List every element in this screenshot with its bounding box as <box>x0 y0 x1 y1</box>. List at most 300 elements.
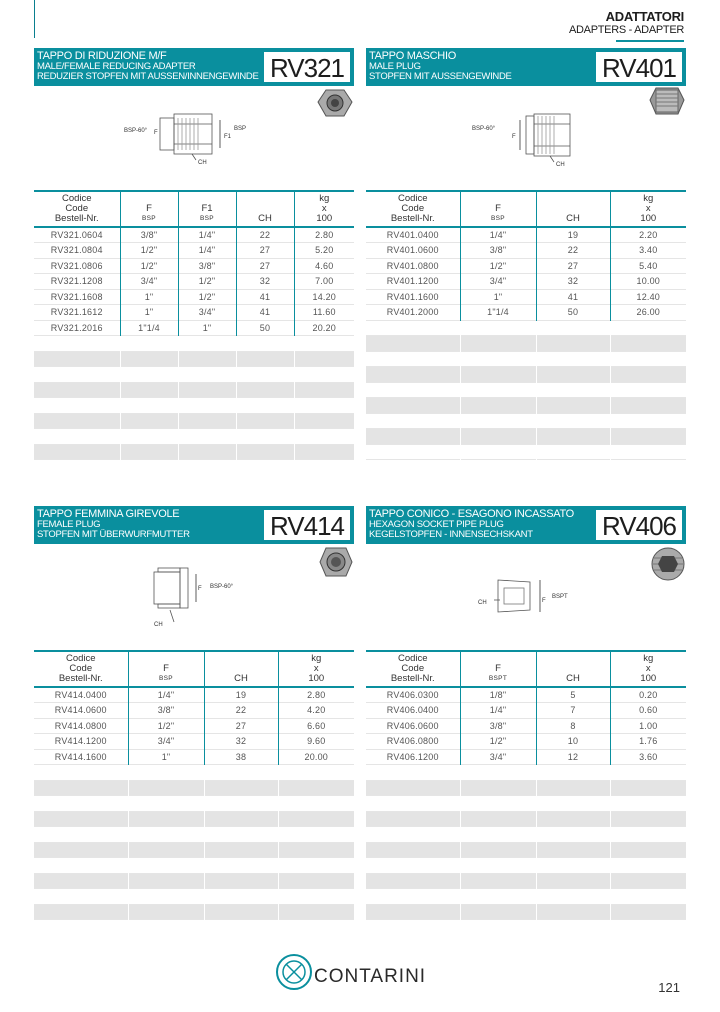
table-row <box>34 703 354 719</box>
table-cell-empty <box>128 873 204 889</box>
table-row <box>34 258 354 274</box>
table-cell-empty <box>366 765 460 781</box>
table-cell-empty <box>34 796 128 812</box>
col-header-f1: F1 BSP <box>178 191 236 227</box>
table-cell-empty <box>120 367 178 383</box>
table-cell: 22 <box>536 243 610 259</box>
table-cell: RV401.0400 <box>386 230 439 240</box>
table-row-empty <box>34 796 354 812</box>
table-cell-empty <box>178 398 236 414</box>
table-cell: 20.20 <box>294 320 354 336</box>
table-cell-empty <box>610 842 686 858</box>
table-row-empty <box>34 858 354 874</box>
table-row-empty <box>34 382 354 398</box>
table-cell: 12.40 <box>610 289 686 305</box>
banner-line-en: HEXAGON SOCKET PIPE PLUG <box>369 519 504 530</box>
table-cell-empty <box>278 780 354 796</box>
table-cell: 1/2" <box>178 289 236 305</box>
product-code: RV406 <box>595 509 683 541</box>
table-cell-empty <box>536 780 610 796</box>
table-cell: 3/4" <box>178 305 236 321</box>
table-cell: 2.80 <box>278 687 354 703</box>
table-cell-empty <box>278 765 354 781</box>
table-cell-empty <box>460 382 536 398</box>
table-cell-empty <box>536 811 610 827</box>
table-cell-empty <box>120 351 178 367</box>
brand-logo <box>272 952 452 998</box>
top-left-rule <box>34 0 35 38</box>
table-row <box>34 687 354 703</box>
tbody-rv321 <box>34 227 354 460</box>
table-cell-empty <box>278 873 354 889</box>
table-cell-empty <box>536 765 610 781</box>
banner-line-en: FEMALE PLUG <box>37 519 101 530</box>
table-cell-empty <box>536 827 610 843</box>
table-cell-empty <box>128 842 204 858</box>
table-cell: 3.40 <box>610 243 686 259</box>
table-cell-empty <box>278 811 354 827</box>
tbody-rv401 <box>366 227 686 460</box>
table-cell-empty <box>120 444 178 460</box>
table-row-empty <box>34 827 354 843</box>
product-photo-rv401 <box>648 84 686 124</box>
table-cell-empty <box>460 336 536 352</box>
panel-rv401 <box>366 48 686 478</box>
table-cell: RV321.1608 <box>50 291 103 302</box>
table-cell-empty <box>610 382 686 398</box>
table-cell-empty <box>460 413 536 429</box>
table-cell-empty <box>34 858 128 874</box>
table-row-empty <box>366 842 686 858</box>
table-cell: RV401.1200 <box>386 276 439 287</box>
table-cell-empty <box>34 382 120 398</box>
table-cell-empty <box>128 765 204 781</box>
table-cell: 1/4" <box>128 687 204 703</box>
table-cell-empty <box>536 796 610 812</box>
table-row-empty <box>366 904 686 920</box>
table-cell: RV406.1200 <box>386 751 439 762</box>
table-cell-empty <box>366 827 460 843</box>
col-header-kg: kg x 100 <box>610 651 686 687</box>
col-header-f: F BSP <box>120 191 178 227</box>
banner-line-de: STOPFEN MIT ÜBERWURFMUTTER <box>37 529 190 540</box>
product-photo-rv414 <box>318 546 354 584</box>
label-bsp60: BSP-60° <box>210 584 234 590</box>
table-row <box>366 749 686 765</box>
col-header-code: Codice Code Bestell-Nr. <box>58 653 103 684</box>
table-row-empty <box>366 765 686 781</box>
table-cell-empty <box>34 765 128 781</box>
col-header-ch: CH <box>236 191 294 227</box>
table-cell-empty <box>34 398 120 414</box>
table-cell-empty <box>178 336 236 352</box>
table-row <box>366 305 686 321</box>
table-cell-empty <box>610 413 686 429</box>
table-row-empty <box>34 413 354 429</box>
table-cell-empty <box>34 873 128 889</box>
table-cell-empty <box>294 444 354 460</box>
table-cell-empty <box>460 827 536 843</box>
label-f: F <box>198 586 202 592</box>
table-cell-empty <box>366 858 460 874</box>
table-cell-empty <box>460 444 536 460</box>
table-cell-empty <box>204 780 278 796</box>
table-cell: 1/2" <box>120 258 178 274</box>
table-cell-empty <box>366 904 460 920</box>
table-cell-empty <box>460 320 536 336</box>
banner-line-it: TAPPO MASCHIO <box>369 50 456 62</box>
banner-rv401 <box>366 48 686 86</box>
table-cell-empty <box>204 904 278 920</box>
table-cell-empty <box>610 780 686 796</box>
table-cell-empty <box>366 320 460 336</box>
table-cell-empty <box>536 444 610 460</box>
table-cell-empty <box>34 444 120 460</box>
table-cell: 20.00 <box>278 749 354 765</box>
table-cell: 1"1/4 <box>460 305 536 321</box>
table-cell-empty <box>278 889 354 905</box>
table-cell: RV321.1208 <box>50 276 103 287</box>
table-row <box>34 289 354 305</box>
table-cell-empty <box>236 367 294 383</box>
table-cell-empty <box>34 842 128 858</box>
table-cell: 1/4" <box>178 227 236 243</box>
table-cell: 3/8" <box>460 243 536 259</box>
page-header <box>569 10 684 36</box>
col-header-ch: CH <box>536 191 610 227</box>
table-cell-empty <box>610 429 686 445</box>
table-cell-empty <box>120 413 178 429</box>
table-cell-empty <box>294 351 354 367</box>
table-cell-empty <box>128 858 204 874</box>
col-header-kg: kg x 100 <box>294 191 354 227</box>
banner-rv414 <box>34 506 354 544</box>
table-cell-empty <box>278 827 354 843</box>
table-cell: 7 <box>536 703 610 719</box>
table-cell: 27 <box>536 258 610 274</box>
table-cell-empty <box>236 413 294 429</box>
table-cell-empty <box>460 765 536 781</box>
banner-rv406 <box>366 506 686 544</box>
table-cell-empty <box>128 811 204 827</box>
table-cell-empty <box>34 429 120 445</box>
table-cell-empty <box>610 367 686 383</box>
table-cell-empty <box>536 858 610 874</box>
label-f: F <box>512 134 516 140</box>
table-cell-empty <box>178 351 236 367</box>
table-cell-empty <box>128 780 204 796</box>
table-row <box>34 734 354 750</box>
label-bsp60: BSP-60° <box>124 128 148 134</box>
table-cell: 0.20 <box>610 687 686 703</box>
table-cell: 19 <box>204 687 278 703</box>
table-row-empty <box>34 429 354 445</box>
table-row <box>366 687 686 703</box>
banner-line-de: REDUZIER STOPFEN MIT AUSSEN/INNENGEWINDE <box>37 71 259 82</box>
banner-line-en: MALE PLUG <box>369 61 421 72</box>
table-row <box>34 320 354 336</box>
table-row-empty <box>366 336 686 352</box>
table-cell-empty <box>204 889 278 905</box>
table-row <box>366 227 686 243</box>
table-cell-empty <box>128 796 204 812</box>
table-cell: 1/4" <box>460 227 536 243</box>
tbody-rv406 <box>366 687 686 920</box>
table-row-empty <box>366 889 686 905</box>
col-header-f: F BSPT <box>460 651 536 687</box>
table-cell-empty <box>128 889 204 905</box>
label-bspt: BSPT <box>552 594 568 600</box>
banner-line-de: STOPFEN MIT AUSSENGEWINDE <box>369 71 512 82</box>
table-cell-empty <box>536 398 610 414</box>
table-cell-empty <box>128 827 204 843</box>
table-cell-empty <box>366 811 460 827</box>
table-cell: 1/2" <box>460 258 536 274</box>
table-cell: 1.00 <box>610 718 686 734</box>
table-rv401 <box>366 190 686 460</box>
technical-drawing-rv321 <box>124 110 274 170</box>
label-bsp: BSP <box>234 126 247 132</box>
table-row <box>366 734 686 750</box>
panel-rv321 <box>34 48 354 478</box>
table-cell: 6.60 <box>278 718 354 734</box>
table-row <box>34 718 354 734</box>
tbody-rv414 <box>34 687 354 920</box>
table-cell: RV321.0804 <box>50 245 103 256</box>
table-row-empty <box>34 398 354 414</box>
table-cell: 1/2" <box>460 734 536 750</box>
table-cell-empty <box>178 413 236 429</box>
table-cell: 3/4" <box>120 274 178 290</box>
table-cell-empty <box>366 336 460 352</box>
table-cell-empty <box>536 904 610 920</box>
table-cell-empty <box>204 827 278 843</box>
label-f: F <box>542 598 546 604</box>
table-cell: 19 <box>536 227 610 243</box>
table-cell-empty <box>366 413 460 429</box>
col-header-code: Codice Code Bestell-Nr. <box>390 193 435 224</box>
table-cell: 0.60 <box>610 703 686 719</box>
table-row-empty <box>34 811 354 827</box>
technical-drawing-rv414 <box>144 566 274 630</box>
table-cell-empty <box>460 889 536 905</box>
table-cell: 38 <box>204 749 278 765</box>
table-row <box>366 274 686 290</box>
table-cell-empty <box>34 904 128 920</box>
banner-line-it: TAPPO CONICO - ESAGONO INCASSATO <box>369 508 574 520</box>
table-rv406 <box>366 650 686 920</box>
table-cell-empty <box>366 429 460 445</box>
table-cell-empty <box>610 811 686 827</box>
table-cell-empty <box>294 336 354 352</box>
table-cell: RV406.0600 <box>386 720 439 731</box>
table-cell-empty <box>610 444 686 460</box>
table-cell: 2.80 <box>294 227 354 243</box>
table-row-empty <box>34 351 354 367</box>
table-cell-empty <box>278 858 354 874</box>
table-cell: 3/8" <box>460 718 536 734</box>
table-row-empty <box>366 796 686 812</box>
table-cell-empty <box>294 398 354 414</box>
table-cell: 41 <box>536 289 610 305</box>
table-cell-empty <box>536 351 610 367</box>
table-cell: 32 <box>236 274 294 290</box>
table-cell-empty <box>294 413 354 429</box>
label-ch: CH <box>154 622 163 628</box>
table-cell: 1" <box>120 289 178 305</box>
table-cell-empty <box>610 765 686 781</box>
table-cell: RV401.0600 <box>386 245 439 256</box>
table-row <box>34 305 354 321</box>
table-cell-empty <box>460 858 536 874</box>
table-cell-empty <box>366 780 460 796</box>
table-cell: 26.00 <box>610 305 686 321</box>
table-cell: RV406.0800 <box>386 736 439 747</box>
table-row-empty <box>366 367 686 383</box>
table-cell: 3/8" <box>120 227 178 243</box>
table-cell-empty <box>610 398 686 414</box>
table-row-empty <box>34 889 354 905</box>
table-cell-empty <box>120 429 178 445</box>
table-cell: RV321.0604 <box>50 230 103 240</box>
table-row-empty <box>34 444 354 460</box>
table-row-empty <box>366 873 686 889</box>
table-cell-empty <box>536 889 610 905</box>
table-cell-empty <box>278 796 354 812</box>
table-cell: RV406.0300 <box>386 690 439 700</box>
table-row <box>366 258 686 274</box>
table-cell-empty <box>366 873 460 889</box>
table-cell: 2.20 <box>610 227 686 243</box>
table-cell-empty <box>236 398 294 414</box>
col-header-f: F BSP <box>128 651 204 687</box>
table-row-empty <box>366 382 686 398</box>
table-cell-empty <box>536 842 610 858</box>
table-row-empty <box>34 765 354 781</box>
technical-drawing-rv401 <box>466 110 606 170</box>
table-cell-empty <box>536 320 610 336</box>
table-cell-empty <box>178 382 236 398</box>
table-cell-empty <box>34 780 128 796</box>
table-cell-empty <box>610 904 686 920</box>
table-cell: 1/2" <box>128 718 204 734</box>
table-cell: 3/4" <box>460 749 536 765</box>
table-cell-empty <box>536 367 610 383</box>
table-cell: RV406.0400 <box>386 705 439 716</box>
table-cell: RV401.2000 <box>386 307 439 318</box>
table-cell-empty <box>460 351 536 367</box>
table-cell-empty <box>460 904 536 920</box>
table-cell-empty <box>536 873 610 889</box>
table-cell-empty <box>366 889 460 905</box>
table-cell: 3/4" <box>460 274 536 290</box>
table-cell: 1" <box>178 320 236 336</box>
col-header-kg: kg x 100 <box>278 651 354 687</box>
table-cell: RV414.1200 <box>54 736 107 747</box>
table-rv414 <box>34 650 354 920</box>
table-cell: 5.40 <box>610 258 686 274</box>
label-bsp60: BSP-60° <box>472 126 496 132</box>
brand-name: CONTARINI <box>314 966 427 987</box>
table-cell-empty <box>34 827 128 843</box>
table-cell-empty <box>34 336 120 352</box>
table-cell-empty <box>278 904 354 920</box>
table-cell-empty <box>460 811 536 827</box>
table-row-empty <box>366 320 686 336</box>
table-cell-empty <box>366 382 460 398</box>
banner-line-en: MALE/FEMALE REDUCING ADAPTER <box>37 61 196 72</box>
col-header-code: Codice Code Bestell-Nr. <box>54 193 99 224</box>
table-cell: 11.60 <box>294 305 354 321</box>
table-cell: RV414.0600 <box>54 705 107 716</box>
label-f: F <box>154 130 158 136</box>
table-cell-empty <box>460 842 536 858</box>
table-cell: 50 <box>536 305 610 321</box>
table-cell-empty <box>178 444 236 460</box>
table-cell-empty <box>610 796 686 812</box>
table-cell: RV414.1600 <box>54 751 107 762</box>
product-photo-rv321 <box>314 88 354 122</box>
table-row <box>366 243 686 259</box>
table-row-empty <box>366 413 686 429</box>
table-cell-empty <box>610 889 686 905</box>
col-header-ch: CH <box>204 651 278 687</box>
table-cell-empty <box>610 320 686 336</box>
table-cell-empty <box>34 811 128 827</box>
table-cell-empty <box>236 444 294 460</box>
table-cell-empty <box>536 429 610 445</box>
table-cell: 22 <box>204 703 278 719</box>
product-code: RV401 <box>595 51 683 83</box>
table-cell-empty <box>366 444 460 460</box>
table-row <box>34 243 354 259</box>
panel-rv406 <box>366 506 686 936</box>
table-cell: 9.60 <box>278 734 354 750</box>
table-cell-empty <box>366 842 460 858</box>
table-cell: 10 <box>536 734 610 750</box>
table-cell: 3/8" <box>178 258 236 274</box>
col-header-code: Codice Code Bestell-Nr. <box>390 653 435 684</box>
table-cell-empty <box>236 429 294 445</box>
table-row-empty <box>34 873 354 889</box>
table-row-empty <box>34 780 354 796</box>
table-cell: RV401.1600 <box>386 291 439 302</box>
table-cell: 10.00 <box>610 274 686 290</box>
table-cell: 32 <box>204 734 278 750</box>
table-cell: RV414.0400 <box>54 690 107 700</box>
table-cell-empty <box>120 336 178 352</box>
table-cell: 5.20 <box>294 243 354 259</box>
table-cell: 3/4" <box>128 734 204 750</box>
table-cell: RV321.2016 <box>50 322 103 333</box>
table-cell-empty <box>294 367 354 383</box>
table-row <box>366 289 686 305</box>
table-cell-empty <box>128 904 204 920</box>
banner-line-it: TAPPO DI RIDUZIONE M/F <box>37 50 167 62</box>
table-cell-empty <box>204 796 278 812</box>
table-cell-empty <box>34 889 128 905</box>
table-row-empty <box>366 858 686 874</box>
table-cell-empty <box>204 873 278 889</box>
banner-line-it: TAPPO FEMMINA GIREVOLE <box>37 508 180 520</box>
table-cell: 3/8" <box>128 703 204 719</box>
table-cell: RV414.0800 <box>54 720 107 731</box>
table-cell: 1.76 <box>610 734 686 750</box>
table-cell: 1/4" <box>178 243 236 259</box>
col-header-ch: CH <box>536 651 610 687</box>
table-cell-empty <box>460 873 536 889</box>
table-cell-empty <box>204 842 278 858</box>
